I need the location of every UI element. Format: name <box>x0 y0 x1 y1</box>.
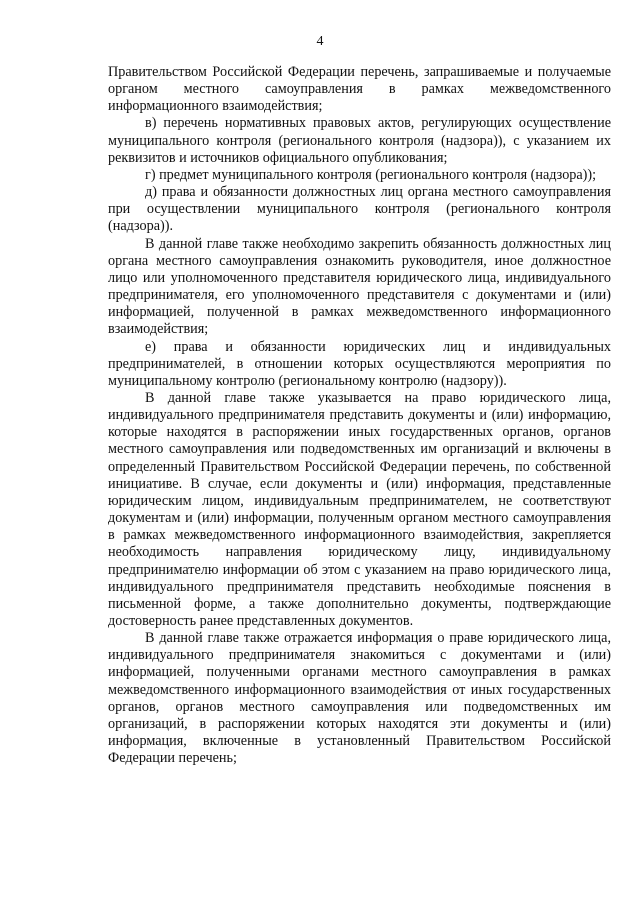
list-item-g: г) предмет муниципального контроля (регионального контроля (надзора)); <box>145 166 597 183</box>
paragraph-right-to-review: В данной главе также отражается информация о праве юридического лица, индивидуального предпринимателя знакомиться с документами и (или) информацией, полученными органами местного самоуправления в рамках межведомственного информационного взаимодействия от иных государственных органов, органов местного самоуправления или подведомственных им организаций, в распоряжении которых находятся эти документы и (или) информация, включенные в установленный Правительством Российской Федерации перечень; <box>108 630 611 767</box>
list-item-e: е) права и обязанности юридических лиц и индивидуальных предпринимателей, в отношении которых осуществляются мероприятия по муниципальному контролю (региональному контролю (надзору)). <box>108 338 611 389</box>
page-number: 4 <box>316 34 324 49</box>
paragraph-right-to-submit: В данной главе также указывается на право юридического лица, индивидуального предпринимателя представить документы и (или) информацию, которые находятся в распоряжении иных государственных органов, органов местного самоуправления или подведомственных им организаций и включены в определенный Правительством Российской Федерации перечень, по собственной инициативе. В случае, если документы и (или) информация, представленные юридическим лицом, индивидуальным предпринимателем, не соответствуют документам и (или) информации, полученным органом местного самоуправления в рамках межведомственного информационного взаимодействия, закрепляется необходимость направления юридическому лицу, индивидуальному предпринимателю информации об этом с указанием на право юридического лица, индивидуального предпринимателя представить необходимые пояснения в письменной форме, а также дополнительно документы, подтверждающие достоверность ранее представленных документов. <box>108 389 611 629</box>
list-item-v: в) перечень нормативных правовых актов, регулирующих осуществление муниципального контроля (регионального контроля (надзора)), с указанием их реквизитов и источников официального опубликования; <box>108 115 611 166</box>
paragraph-obligation: В данной главе также необходимо закрепить обязанность должностных лиц органа местного самоуправления ознакомить руководителя, иное должностное лицо или уполномоченного представителя юридического лица, индивидуального предпринимателя, его уполномоченного представителя с документами и (или) информацией, полученной в рамках межведомственного информационного взаимодействия; <box>108 235 611 338</box>
list-item-d: д) права и обязанности должностных лиц органа местного самоуправления при осуществлении муниципального контроля (регионального контроля (надзора)). <box>108 184 611 235</box>
body-text <box>108 64 611 767</box>
paragraph-continuation: Правительством Российской Федерации перечень, запрашиваемые и получаемые органом местного самоуправления в рамках межведомственного информационного взаимодействия; <box>108 64 611 115</box>
